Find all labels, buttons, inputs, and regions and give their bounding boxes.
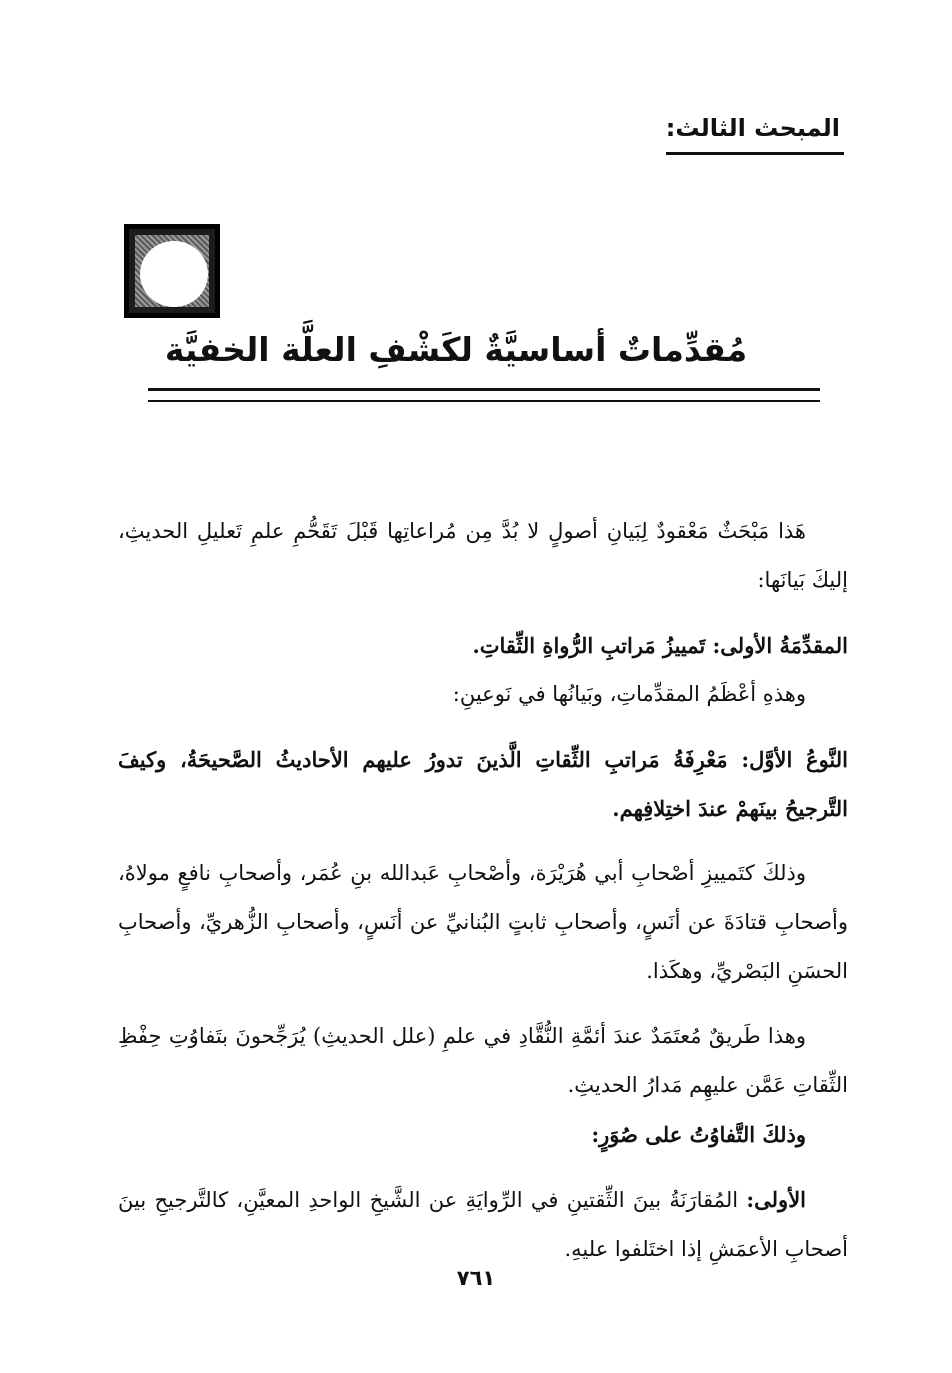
first-premise-heading: المقدِّمَةُ الأولى: تَمييزُ مَراتبِ الرُّواةِ الثِّقاتِ. xyxy=(472,633,848,658)
type-one-text: مَعْرِفَةُ مَراتبِ الثِّقاتِ الَّذينَ تدورُ عليهم الأحاديثُ الصَّحيحَةُ، وكيفَ التَّرجيحُ بينَهمْ عندَ اختِلافِهم. xyxy=(118,747,848,821)
form-one-label: الأولى: xyxy=(746,1187,807,1212)
method-paragraph: وهذا طَريقٌ مُعتَمَدٌ عندَ أئمَّةِ النُّقَّادِ في علمِ (علل الحديثِ) يُرَجِّحونَ بتَفاوُتِ حِفْظِ الثِّقاتِ عَمَّن عليهِم مَدارُ الحديثِ. xyxy=(118,1024,848,1097)
forms-heading: وذلكَ التَّفاوُتُ على صُوَرٍ: xyxy=(591,1122,806,1147)
intro-paragraph: هَذا مَبْحَثٌ مَعْقودٌ لِبَيانِ أصولٍ لا بُدَّ مِن مُراعاتِها قَبْلَ تَقَحُّمِ علمِ تَعليلِ الحديثِ، إليكَ بَيانَها: xyxy=(118,519,848,592)
type-one-label: النَّوعُ الأوَّل: xyxy=(741,747,848,772)
page-number: ٧٦١ xyxy=(456,1266,496,1290)
chapter-title: مُقدِّماتٌ أساسيَّةٌ لكَشْفِ العلَّة الخفيَّة xyxy=(164,330,748,369)
example-paragraph: وذلكَ كتَمييزِ أصْحابِ أبي هُرَيْرَة، وأصْحابِ عَبدالله بنِ عُمَر، وأصحابِ نافعٍ مولاهُ، وأصحابِ قتادَةَ عن أنَسٍ، وأصحابِ ثابتٍ البُنانيِّ عن أنَسٍ، وأصحابِ الزُّهريِّ، وأصحابِ الحسَنِ البَصْريِّ، وهكَذا. xyxy=(118,861,848,983)
first-premise-intro: وهذهِ أعْظَمُ المقدِّماتِ، وبَيانُها في نَوعينِ: xyxy=(452,682,806,706)
form-one-text: المُقارَنَةُ بينَ الثِّقتينِ في الرِّوايَةِ عن الشَّيخِ الواحدِ المعيَّنِ، كالتَّرجيحِ بينَ أصحابِ الأعمَشِ إذا اختَلفوا عليهِ. xyxy=(118,1188,848,1261)
body-text xyxy=(118,507,848,1274)
title-rule-thin xyxy=(148,400,820,402)
title-rule-thick xyxy=(148,388,820,391)
section-label: المبحث الثالث: xyxy=(665,114,840,142)
chapter-emblem xyxy=(124,224,220,318)
section-label-underline xyxy=(666,152,844,155)
form-one-paragraph xyxy=(118,1175,848,1274)
emblem-pattern xyxy=(135,235,209,307)
type-one-paragraph xyxy=(118,735,848,833)
emblem-circle xyxy=(140,241,208,307)
